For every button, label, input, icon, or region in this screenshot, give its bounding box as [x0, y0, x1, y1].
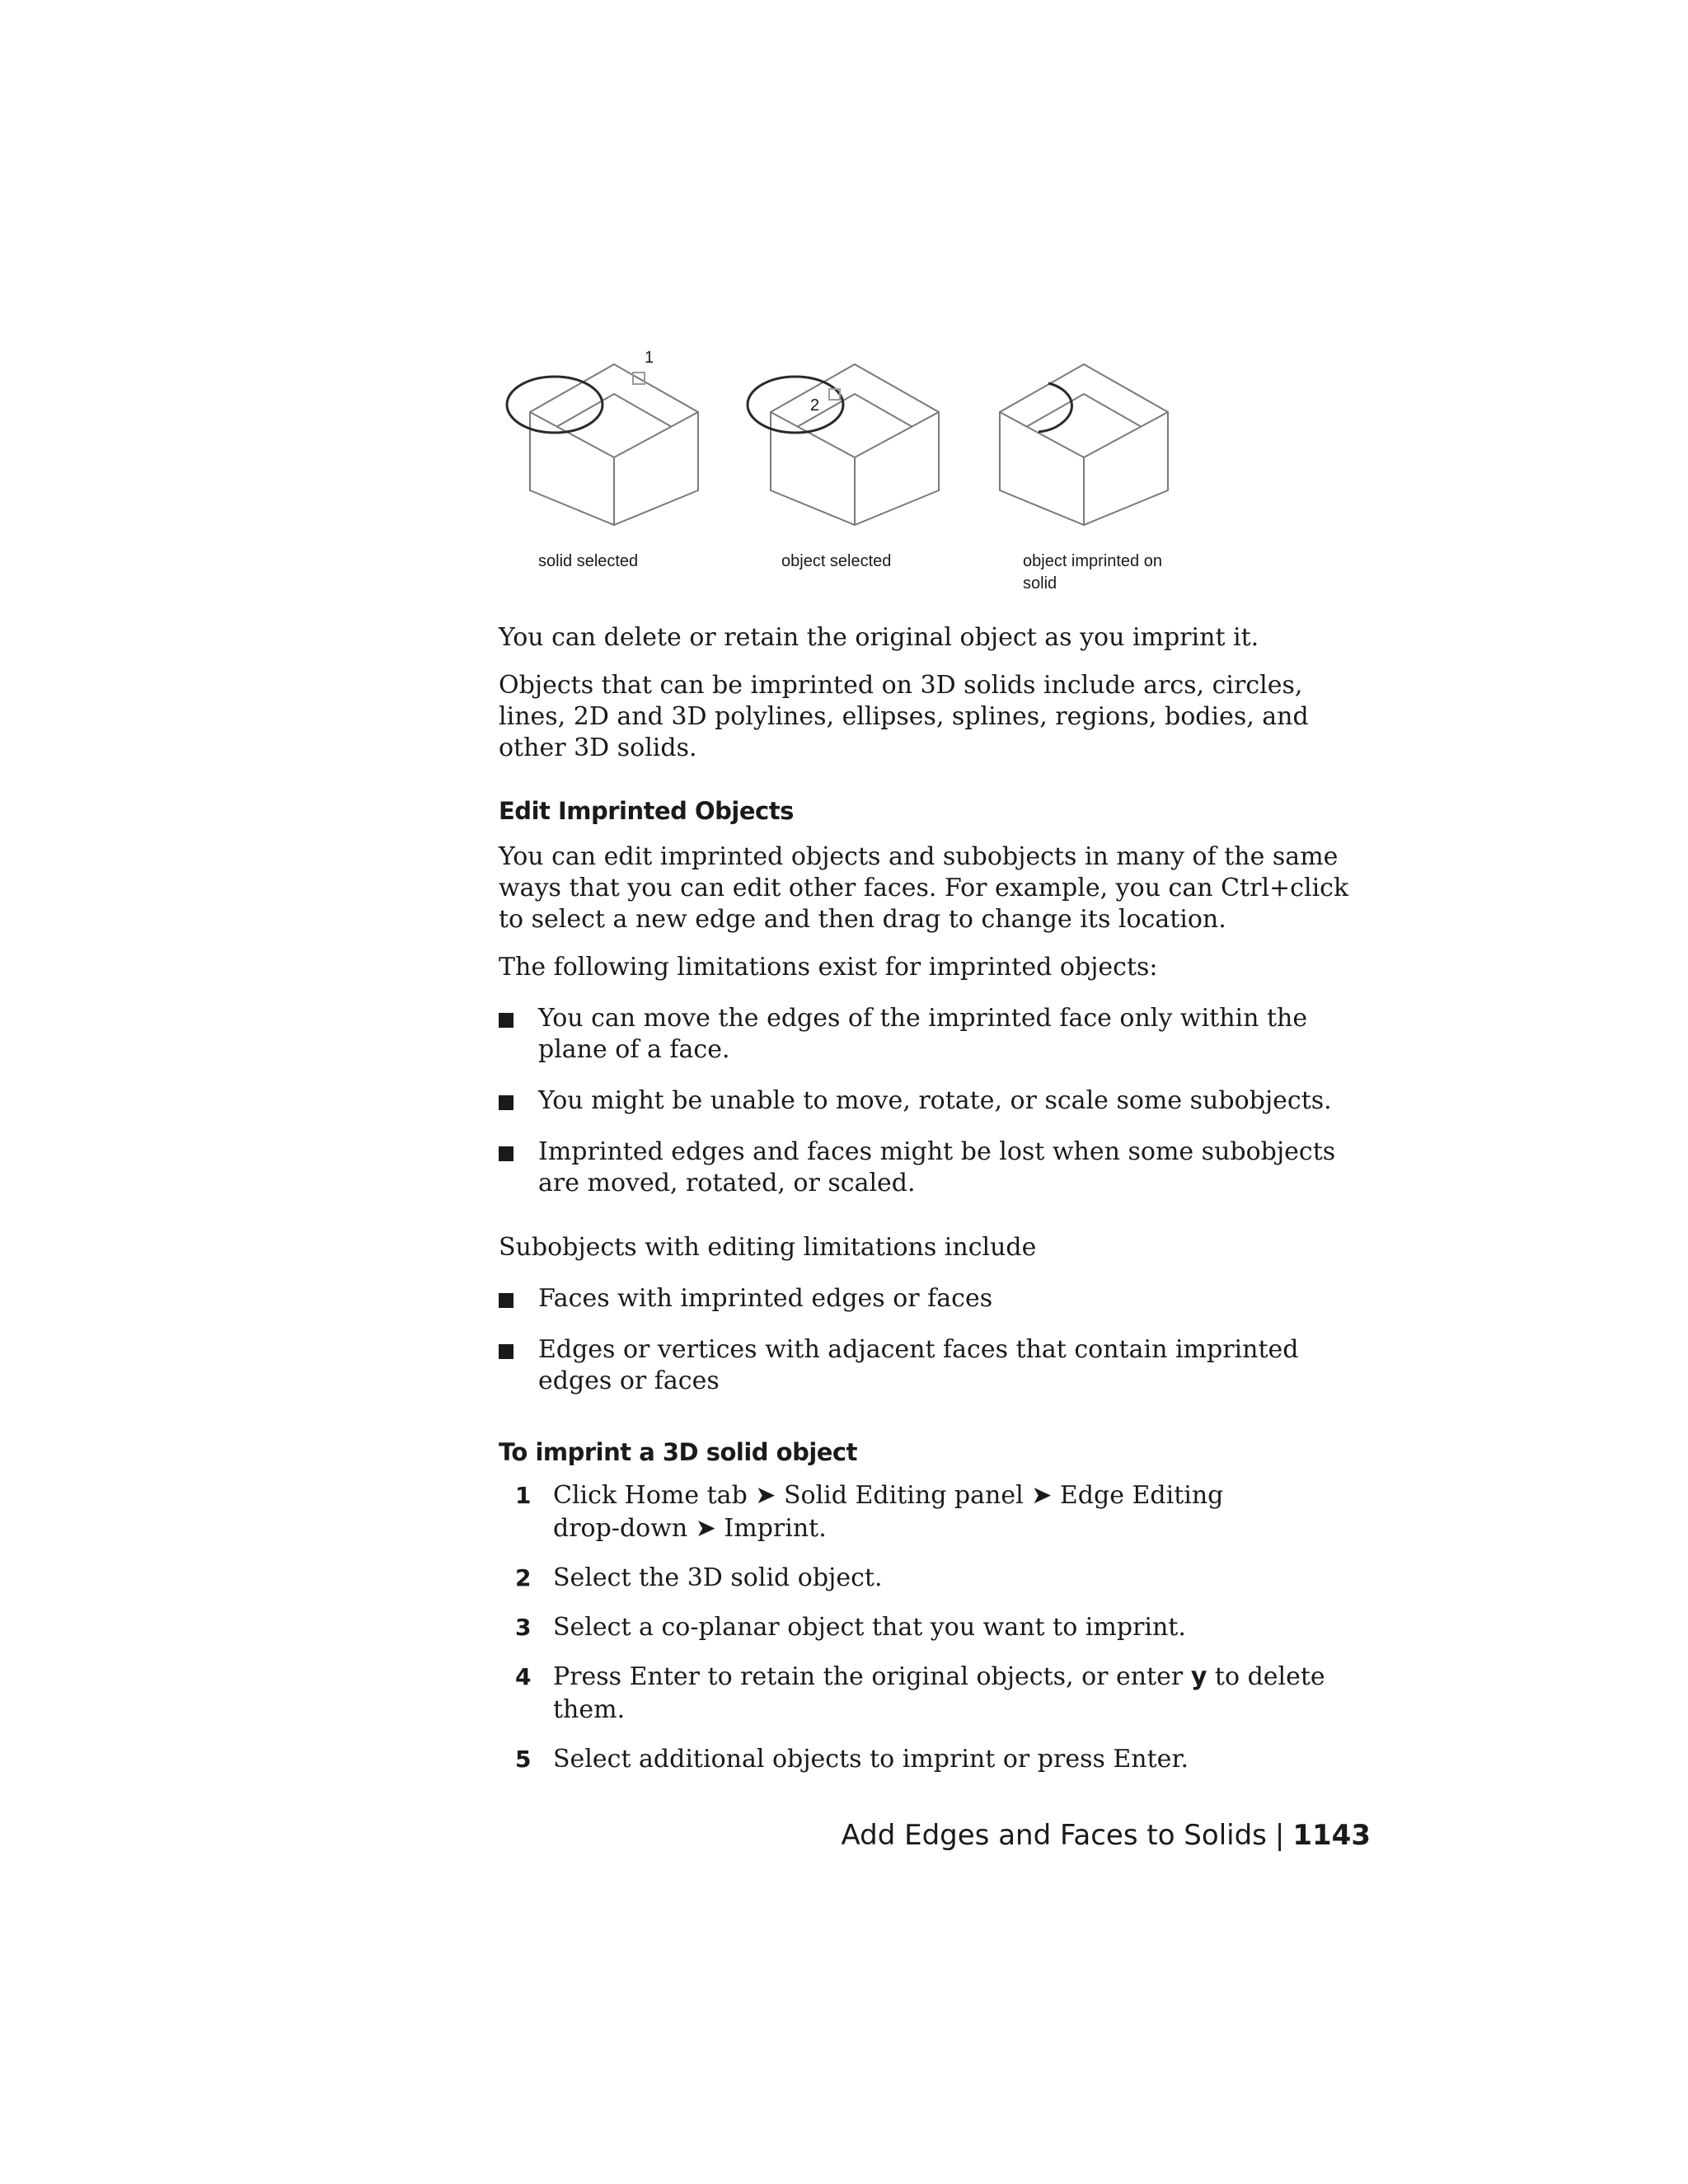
intro-paragraph-1: You can delete or retain the original object as you imprint it. — [499, 623, 1259, 652]
step-item — [499, 1611, 1372, 1644]
step-number: 1 — [515, 1482, 532, 1509]
step-text-before: Press Enter to retain the original objects, or enter — [553, 1662, 1191, 1691]
imprint-illustration — [495, 346, 1236, 610]
step-number: 4 — [515, 1663, 532, 1690]
step-item — [499, 1743, 1372, 1776]
bullet-square-icon — [499, 1013, 513, 1028]
list-item — [499, 1283, 1372, 1315]
bullet-square-icon — [499, 1095, 513, 1110]
callout-1: 1 — [645, 349, 654, 367]
cube-solid-selected — [530, 364, 698, 525]
edit-paragraph-2: The following limitations exist for imprinted objects: — [499, 953, 1158, 982]
list-item-text: You can move the edges of the imprinted face only within the plane of a face. — [538, 1004, 1308, 1064]
subobjects-intro: Subobjects with editing limitations include — [499, 1233, 1037, 1262]
cube-object-selected — [771, 364, 939, 525]
step-text-line2: drop-down ➤ Imprint. — [553, 1514, 827, 1543]
intro-paragraph-2: Objects that can be imprinted on 3D solids include arcs, circles, lines, 2D and 3D polylines, ellipses, splines, regions, bodies, and other 3D solids. — [499, 671, 1309, 762]
page-footer — [841, 1817, 1371, 1854]
bullet-square-icon — [499, 1344, 513, 1359]
circle-object-1 — [507, 377, 603, 433]
list-item — [499, 1085, 1372, 1117]
page-content — [499, 622, 1372, 1793]
limitations-list — [499, 1003, 1372, 1199]
step-item — [499, 1562, 1372, 1595]
footer-separator: | — [1274, 1819, 1285, 1852]
list-item — [499, 1003, 1372, 1066]
list-item-text: Imprinted edges and faces might be lost when some subobjects are moved, rotated, or scaled. — [538, 1137, 1336, 1197]
step-text-after: to delete them. — [553, 1662, 1325, 1724]
step-key: y — [1190, 1662, 1207, 1691]
step-text: Select the 3D solid object. — [553, 1563, 883, 1592]
step-text: Select additional objects to imprint or press Enter. — [553, 1745, 1189, 1774]
bullet-square-icon — [499, 1146, 513, 1161]
step-number: 3 — [515, 1614, 532, 1641]
caption-object-imprinted — [1023, 551, 1162, 595]
procedure-steps — [499, 1479, 1372, 1776]
cube-imprinted — [1000, 364, 1168, 525]
caption-solid-selected: solid selected — [538, 552, 639, 570]
caption-imprinted-line1: object imprinted on — [1023, 552, 1162, 570]
procedure-heading: To imprint a 3D solid object — [499, 1438, 857, 1466]
step-number: 5 — [515, 1746, 532, 1773]
subobjects-list — [499, 1283, 1372, 1397]
bullet-square-icon — [499, 1293, 513, 1308]
caption-imprinted-line2: solid — [1023, 574, 1057, 593]
list-item — [499, 1334, 1372, 1397]
step-item — [499, 1479, 1372, 1545]
caption-object-selected: object selected — [781, 552, 892, 570]
step-text: Select a co-planar object that you want to imprint. — [553, 1613, 1186, 1642]
edit-paragraph-1: You can edit imprinted objects and subobjects in many of the same ways that you can edit other faces. For example, you can Ctrl+click to select a new edge and then drag to change its location. — [499, 842, 1349, 934]
circle-object-2 — [748, 377, 843, 433]
footer-section-title: Add Edges and Faces to Solids — [841, 1819, 1267, 1852]
imprinted-arc — [1039, 383, 1071, 432]
page-number: 1143 — [1292, 1819, 1371, 1852]
list-item-text: You might be unable to move, rotate, or scale some subobjects. — [538, 1086, 1332, 1115]
imprint-diagram — [495, 346, 1236, 536]
step-item — [499, 1661, 1372, 1727]
section-heading-edit-imprinted: Edit Imprinted Objects — [499, 797, 794, 825]
list-item — [499, 1137, 1372, 1199]
list-item-text: Edges or vertices with adjacent faces that contain imprinted edges or faces — [538, 1335, 1299, 1395]
callout-2: 2 — [810, 396, 820, 415]
step-number: 2 — [515, 1564, 532, 1591]
list-item-text: Faces with imprinted edges or faces — [538, 1284, 993, 1313]
step-text-line1: Click Home tab ➤ Solid Editing panel ➤ Edge Editing — [553, 1481, 1224, 1510]
